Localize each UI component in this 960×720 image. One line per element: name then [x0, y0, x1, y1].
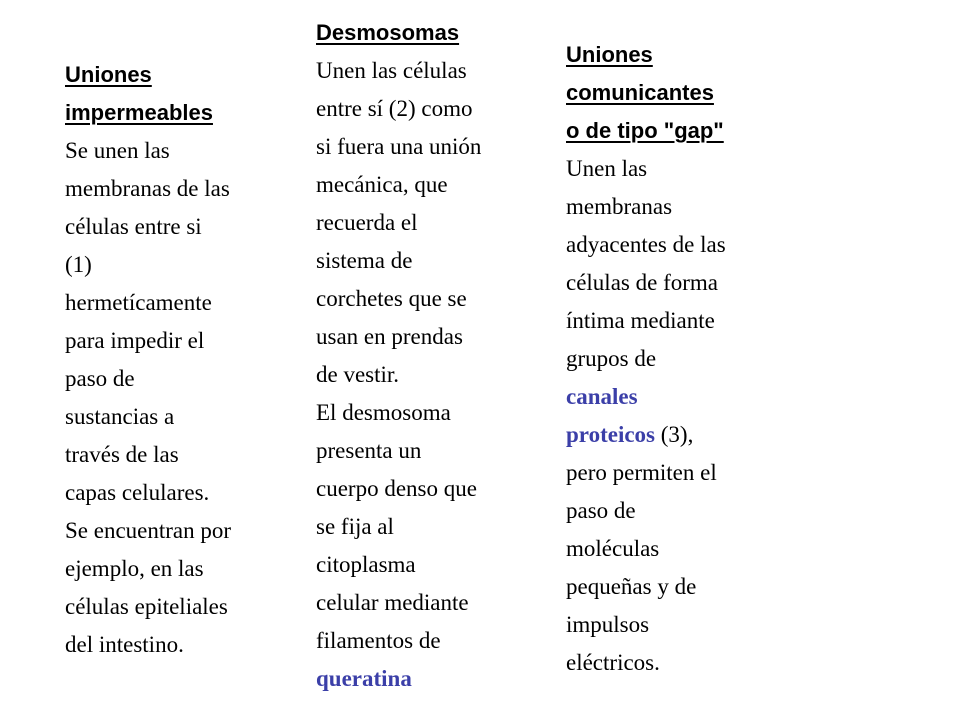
text-line: células entre si [65, 214, 202, 239]
text-line: membranas [566, 194, 673, 219]
text-line: Se encuentran por [65, 518, 232, 543]
text-line: capas celulares. [65, 480, 210, 505]
text-line: células epiteliales [65, 594, 228, 619]
text-line: presenta un [316, 438, 422, 463]
text-line: se fija al [316, 514, 394, 539]
text-line: paso de [65, 366, 135, 391]
column-heading: Desmosomas [316, 20, 460, 45]
text-line: cuerpo denso que [316, 476, 477, 501]
highlighted-term-proteicos: proteicos [566, 422, 656, 447]
text-line: filamentos de [316, 628, 441, 653]
text-line: íntima mediante [566, 308, 715, 333]
text-line: pero permiten el [566, 460, 717, 485]
text-line: Unen las [566, 156, 648, 181]
column-uniones-comunicantes [566, 36, 726, 682]
text-line: membranas de las [65, 176, 230, 201]
text-line: si fuera una unión [316, 134, 482, 159]
text-line: recuerda el [316, 210, 418, 235]
text-line: Unen las células [316, 58, 467, 83]
column-heading: o de tipo "gap" [566, 118, 724, 143]
column-heading: impermeables [65, 100, 213, 125]
text-line: corchetes que se [316, 286, 467, 311]
column-uniones-impermeables [65, 56, 231, 664]
text-line: (1) [65, 252, 92, 277]
column-heading: Uniones [566, 42, 653, 67]
text-line: celular mediante [316, 590, 469, 615]
column-heading: Uniones [65, 62, 152, 87]
text-fragment: (3), [655, 422, 694, 447]
text-line: usan en prendas [316, 324, 463, 349]
text-line: Se unen las [65, 138, 170, 163]
text-line: través de las [65, 442, 179, 467]
text-line: citoplasma [316, 552, 416, 577]
text-line: mecánica, que [316, 172, 448, 197]
text-line: adyacentes de las [566, 232, 726, 257]
text-line: grupos de [566, 346, 657, 371]
highlighted-term-queratina: queratina [316, 666, 412, 691]
text-line: sustancias a [65, 404, 175, 429]
text-line [566, 416, 726, 454]
column-heading: comunicantes [566, 80, 714, 105]
highlighted-term-canales: canales [566, 384, 638, 409]
text-line: El desmosoma [316, 400, 451, 425]
text-line: para impedir el [65, 328, 205, 353]
text-line: paso de [566, 498, 636, 523]
text-line: ejemplo, en las [65, 556, 204, 581]
text-line: células de forma [566, 270, 718, 295]
text-line: entre sí (2) como [316, 96, 473, 121]
text-line: hermetícamente [65, 290, 212, 315]
text-line: moléculas [566, 536, 660, 561]
text-line: eléctricos. [566, 650, 660, 675]
column-desmosomas [316, 14, 481, 698]
text-line: impulsos [566, 612, 650, 637]
text-line: pequeñas y de [566, 574, 697, 599]
text-line: del intestino. [65, 632, 184, 657]
text-line: de vestir. [316, 362, 400, 387]
text-line: sistema de [316, 248, 413, 273]
